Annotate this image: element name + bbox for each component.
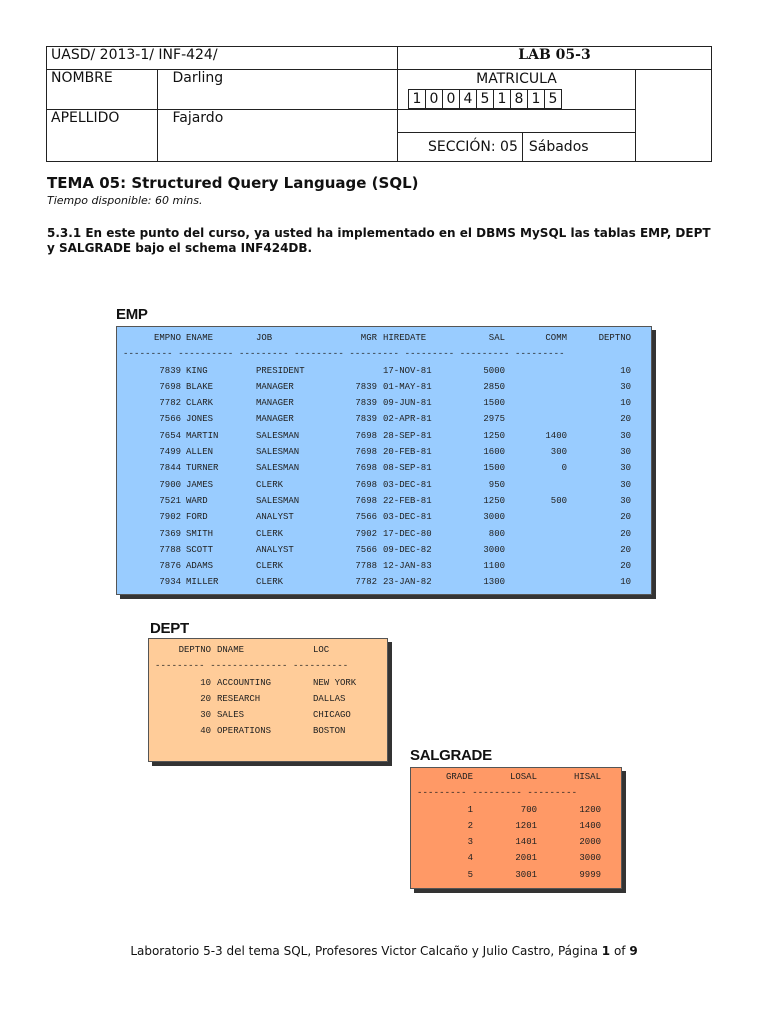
apellido-value: Fajardo: [158, 110, 398, 162]
emp-cell: MANAGER: [256, 381, 294, 392]
emp-cell: 7698: [355, 495, 377, 506]
nombre-label: NOMBRE: [47, 70, 158, 110]
salgrade-cell: 1200: [579, 804, 601, 815]
emp-cell: 20: [620, 528, 631, 539]
emp-cell: 7788: [355, 561, 377, 572]
emp-cell: 7521: [159, 495, 181, 506]
salgrade-cell: 5: [467, 869, 473, 880]
emp-cell: 7782: [355, 577, 377, 588]
salgrade-cell: 1201: [515, 820, 537, 831]
emp-cell: 20: [620, 414, 631, 425]
salgrade-cell: HISAL: [573, 772, 601, 782]
emp-row: [117, 414, 651, 430]
emp-cell: 30: [620, 447, 631, 458]
matricula-digit: 8: [510, 89, 528, 109]
matricula-digit: 4: [459, 89, 477, 109]
emp-cell: 10: [620, 577, 631, 588]
dept-separator: --------- -------------- ----------: [155, 661, 349, 672]
emp-cell: 7876: [159, 561, 181, 572]
emp-cell: SAL: [488, 333, 505, 343]
dept-cell: LOC: [313, 645, 330, 655]
salgrade-cell: 1401: [515, 837, 537, 848]
salgrade-title: SALGRADE: [410, 747, 492, 764]
course-code: UASD/ 2013-1/ INF-424/: [47, 47, 398, 70]
emp-cell: 950: [488, 479, 505, 490]
matricula-digit: 1: [408, 89, 426, 109]
emp-separator: --------- ---------- --------- --------- --------- --------- --------- ---------: [123, 349, 565, 360]
emp-cell: 7839: [159, 365, 181, 376]
salgrade-table: [410, 767, 622, 889]
blank-cell: [635, 70, 711, 162]
emp-title: EMP: [116, 306, 148, 323]
emp-cell: 20: [620, 561, 631, 572]
emp-cell: 20: [620, 544, 631, 555]
emp-cell: 1250: [483, 495, 505, 506]
emp-row: [117, 463, 651, 479]
salgrade-row: [411, 853, 621, 869]
emp-cell: ANALYST: [256, 512, 294, 523]
emp-cell: 2850: [483, 381, 505, 392]
apellido-label: APELLIDO: [47, 110, 158, 162]
dept-cell: 40: [200, 726, 211, 737]
emp-cell: MILLER: [186, 577, 219, 588]
emp-row: [117, 398, 651, 414]
emp-row: [117, 480, 651, 496]
dept-cell: 30: [200, 710, 211, 721]
emp-cell: SCOTT: [186, 544, 214, 555]
emp-cell: PRESIDENT: [256, 365, 305, 376]
salgrade-cell: GRADE: [445, 772, 473, 782]
emp-cell: 30: [620, 430, 631, 441]
salgrade-cell: 2001: [515, 853, 537, 864]
emp-cell: BLAKE: [186, 381, 214, 392]
emp-cell: 500: [550, 495, 567, 506]
footer-of: of: [610, 944, 630, 958]
emp-cell: CLERK: [256, 577, 284, 588]
emp-cell: 09-DEC-82: [383, 544, 432, 555]
salgrade-row: [411, 805, 621, 821]
emp-cell: 7698: [159, 381, 181, 392]
emp-row: [117, 447, 651, 463]
emp-cell: 10: [620, 365, 631, 376]
salgrade-cell: 4: [467, 853, 473, 864]
dept-cell: ACCOUNTING: [217, 677, 272, 688]
emp-row: [117, 496, 651, 512]
emp-cell: 7698: [355, 463, 377, 474]
emp-cell: 300: [550, 447, 567, 458]
emp-cell: 30: [620, 463, 631, 474]
emp-cell: JONES: [186, 414, 214, 425]
dept-row: [149, 694, 387, 710]
matricula-digit: 0: [442, 89, 460, 109]
emp-cell: 01-MAY-81: [383, 381, 432, 392]
matricula-digit: 1: [493, 89, 511, 109]
salgrade-cell: 9999: [579, 869, 601, 880]
salgrade-row: [411, 821, 621, 837]
salgrade-cell: 700: [520, 804, 537, 815]
emp-cell: CLERK: [256, 561, 284, 572]
nombre-value: Darling: [158, 70, 398, 110]
seccion-cell: [397, 110, 635, 162]
emp-cell: 20: [620, 512, 631, 523]
emp-cell: COMM: [545, 333, 567, 343]
emp-cell: 7839: [355, 398, 377, 409]
emp-cell: MGR: [360, 333, 377, 343]
emp-cell: ALLEN: [186, 447, 214, 458]
emp-cell: HIREDATE: [383, 333, 427, 343]
dept-cell: BOSTON: [313, 726, 346, 737]
emp-cell: ENAME: [186, 333, 214, 343]
matricula-digit: 5: [476, 89, 494, 109]
matricula-label: MATRICULA: [476, 71, 557, 87]
dept-header-row: [149, 645, 387, 661]
salgrade-row: [411, 870, 621, 886]
salgrade-row: [411, 837, 621, 853]
emp-row: [117, 561, 651, 577]
dept-cell: SALES: [217, 710, 245, 721]
emp-row: [117, 545, 651, 561]
emp-cell: 7698: [355, 479, 377, 490]
dept-cell: DNAME: [217, 645, 245, 655]
dept-cell: 20: [200, 693, 211, 704]
footer-page: 1: [601, 944, 611, 958]
emp-cell: JAMES: [186, 479, 214, 490]
salgrade-cell: 1: [467, 804, 473, 815]
emp-cell: 3000: [483, 512, 505, 523]
tema-heading: TEMA 05: Structured Query Language (SQL): [47, 174, 419, 192]
emp-row: [117, 577, 651, 593]
emp-cell: SALESMAN: [256, 447, 300, 458]
salgrade-cell: 3: [467, 837, 473, 848]
matricula-digit: 1: [527, 89, 545, 109]
dept-cell: CHICAGO: [313, 710, 351, 721]
emp-cell: 7499: [159, 447, 181, 458]
emp-cell: TURNER: [186, 463, 219, 474]
emp-table: [116, 326, 652, 595]
dept-cell: DALLAS: [313, 693, 346, 704]
emp-cell: 17-NOV-81: [383, 365, 432, 376]
matricula-digit: 5: [544, 89, 562, 109]
emp-cell: 22-FEB-81: [383, 495, 432, 506]
emp-cell: SALESMAN: [256, 495, 300, 506]
emp-cell: 7566: [355, 512, 377, 523]
emp-cell: 08-SEP-81: [383, 463, 432, 474]
salgrade-cell: 3000: [579, 853, 601, 864]
emp-cell: 09-JUN-81: [383, 398, 432, 409]
salgrade-header-row: [411, 772, 621, 788]
salgrade-cell: 3001: [515, 869, 537, 880]
lab-title: LAB 05-3: [397, 47, 711, 70]
footer-total: 9: [629, 944, 638, 958]
emp-cell: SMITH: [186, 528, 214, 539]
emp-cell: 7902: [355, 528, 377, 539]
salgrade-cell: LOSAL: [509, 772, 537, 782]
emp-cell: WARD: [186, 495, 208, 506]
emp-cell: CLERK: [256, 528, 284, 539]
emp-row: [117, 382, 651, 398]
emp-cell: 7566: [355, 544, 377, 555]
emp-cell: 30: [620, 495, 631, 506]
emp-cell: 7902: [159, 512, 181, 523]
emp-cell: EMPNO: [153, 333, 181, 343]
emp-cell: 17-DEC-80: [383, 528, 432, 539]
emp-row: [117, 529, 651, 545]
emp-cell: 5000: [483, 365, 505, 376]
emp-cell: 02-APR-81: [383, 414, 432, 425]
emp-cell: MANAGER: [256, 414, 294, 425]
emp-cell: 1600: [483, 447, 505, 458]
dept-row: [149, 678, 387, 694]
emp-cell: 7934: [159, 577, 181, 588]
dept-row: [149, 710, 387, 726]
emp-cell: MANAGER: [256, 398, 294, 409]
emp-cell: 7698: [355, 447, 377, 458]
emp-cell: JOB: [256, 333, 273, 343]
emp-cell: 7654: [159, 430, 181, 441]
dept-row: [149, 726, 387, 742]
emp-cell: MARTIN: [186, 430, 219, 441]
emp-cell: 1400: [545, 430, 567, 441]
footer-text: Laboratorio 5-3 del tema SQL, Profesores Victor Calcaño y Julio Castro, Página: [130, 944, 602, 958]
emp-cell: 7839: [355, 381, 377, 392]
emp-cell: SALESMAN: [256, 430, 300, 441]
dept-cell: DEPTNO: [178, 645, 211, 655]
emp-cell: CLERK: [256, 479, 284, 490]
emp-cell: 7698: [355, 430, 377, 441]
emp-cell: 1250: [483, 430, 505, 441]
emp-cell: 28-SEP-81: [383, 430, 432, 441]
dept-title: DEPT: [150, 620, 189, 637]
emp-cell: 800: [488, 528, 505, 539]
emp-cell: 1100: [483, 561, 505, 572]
emp-cell: 2975: [483, 414, 505, 425]
dept-cell: RESEARCH: [217, 693, 261, 704]
tiempo-disponible: Tiempo disponible: 60 mins.: [47, 194, 203, 207]
emp-cell: 7566: [159, 414, 181, 425]
dept-cell: OPERATIONS: [217, 726, 272, 737]
emp-cell: 1500: [483, 398, 505, 409]
salgrade-cell: 1400: [579, 820, 601, 831]
emp-cell: 30: [620, 381, 631, 392]
salgrade-cell: 2: [467, 820, 473, 831]
emp-cell: 7788: [159, 544, 181, 555]
emp-header-row: [117, 333, 651, 349]
dept-cell: 10: [200, 677, 211, 688]
emp-cell: KING: [186, 365, 208, 376]
matricula-digit: 0: [425, 89, 443, 109]
emp-cell: 23-JAN-82: [383, 577, 432, 588]
header-table: [46, 46, 712, 162]
emp-cell: 3000: [483, 544, 505, 555]
emp-cell: DEPTNO: [598, 333, 631, 343]
seccion-day: Sábados: [528, 139, 589, 155]
emp-cell: 7844: [159, 463, 181, 474]
emp-row: [117, 431, 651, 447]
matricula-digits: [409, 89, 631, 109]
emp-cell: 10: [620, 398, 631, 409]
emp-cell: 0: [561, 463, 567, 474]
emp-cell: 12-JAN-83: [383, 561, 432, 572]
dept-table: [148, 638, 388, 762]
emp-cell: CLARK: [186, 398, 214, 409]
emp-cell: 03-DEC-81: [383, 479, 432, 490]
emp-row: [117, 366, 651, 382]
intro-paragraph: 5.3.1 En este punto del curso, ya usted ha implementado en el DBMS MySQL las tablas EMP, DEPT y SALGRADE bajo el schema INF424DB.: [47, 226, 711, 255]
emp-cell: 20-FEB-81: [383, 447, 432, 458]
emp-row: [117, 512, 651, 528]
emp-cell: 7900: [159, 479, 181, 490]
emp-cell: 1500: [483, 463, 505, 474]
salgrade-cell: 2000: [579, 837, 601, 848]
seccion-label: SECCIÓN: 05: [398, 133, 523, 161]
emp-cell: 1300: [483, 577, 505, 588]
salgrade-separator: --------- --------- ---------: [417, 788, 578, 799]
emp-cell: 7782: [159, 398, 181, 409]
page-footer: [0, 944, 768, 958]
emp-cell: 03-DEC-81: [383, 512, 432, 523]
matricula-cell: [397, 70, 635, 110]
emp-cell: FORD: [186, 512, 208, 523]
emp-cell: SALESMAN: [256, 463, 300, 474]
dept-cell: NEW YORK: [313, 677, 357, 688]
emp-cell: ANALYST: [256, 544, 294, 555]
emp-cell: 7369: [159, 528, 181, 539]
emp-cell: ADAMS: [186, 561, 214, 572]
emp-cell: 7839: [355, 414, 377, 425]
emp-cell: 30: [620, 479, 631, 490]
